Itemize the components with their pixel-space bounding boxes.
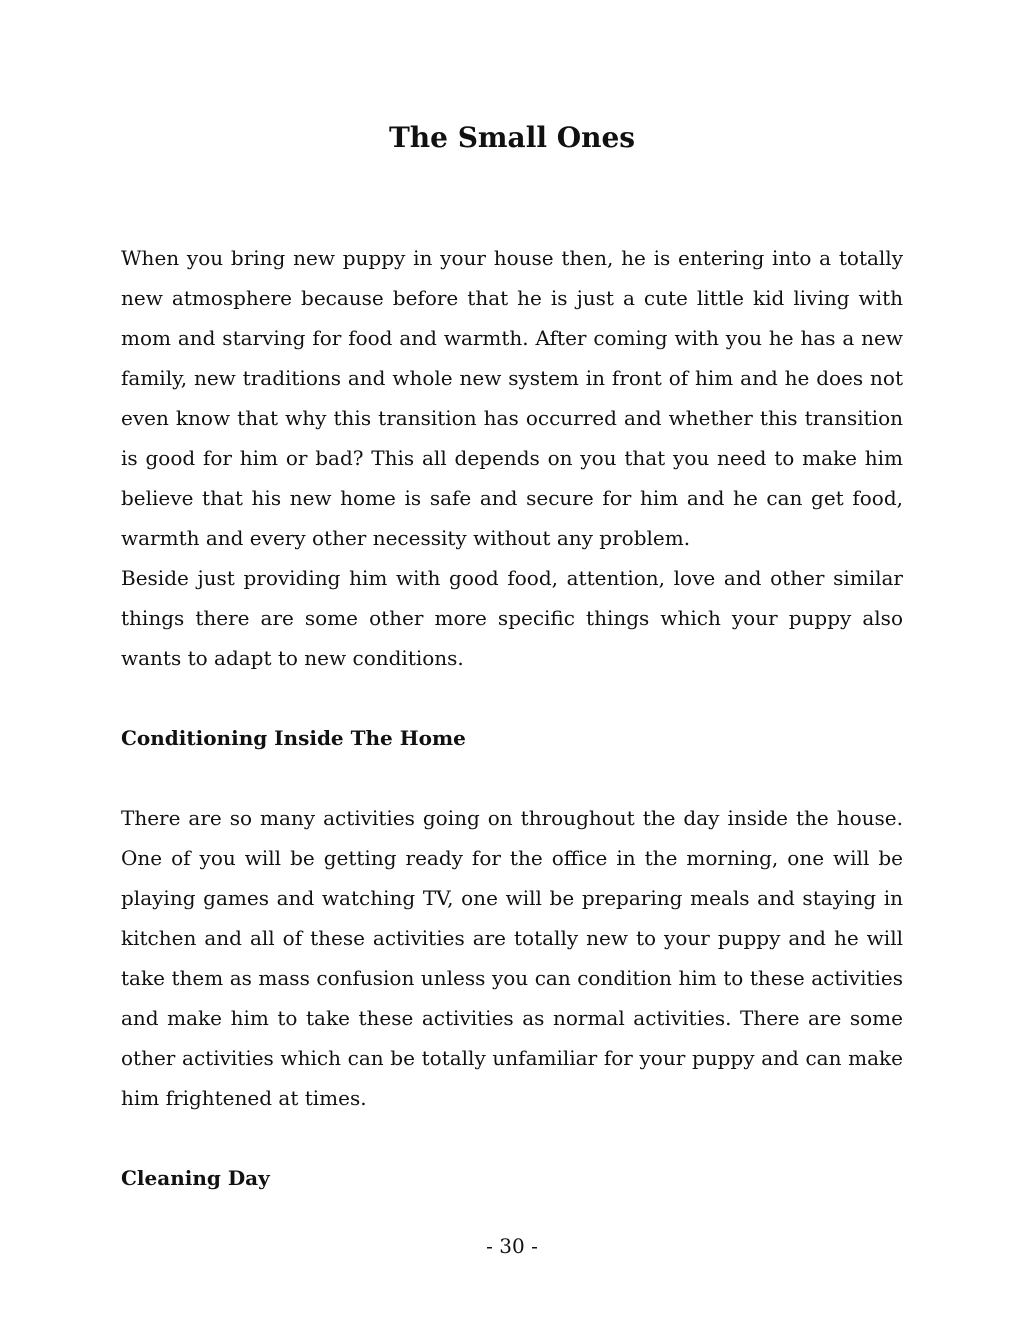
intro-paragraph-1: When you bring new puppy in your house then, he is entering into a totally new atmosphere because before that he is just a cute little kid living with mom and starving for food and warmth. After coming with you he has a new family, new traditions and whole new system in front of him and he does not even know that why this transition has occurred and whether this transition is good for him or bad? This all depends on you that you need to make him believe that his new home is safe and secure for him and he can get food, warmth and every other necessity without any problem. xyxy=(121,246,903,550)
document-body xyxy=(121,238,903,1198)
spacer xyxy=(121,758,903,798)
section-heading-conditioning: Conditioning Inside The Home xyxy=(121,726,466,750)
spacer xyxy=(121,678,903,718)
section-heading-cleaning-day: Cleaning Day xyxy=(121,1166,270,1190)
conditioning-paragraph: There are so many activities going on throughout the day inside the house. One of you will be getting ready for the office in the morning, one will be playing games and watching TV, one will be preparing meals and staying in kitchen and all of these activities are totally new to your puppy and he will take them as mass confusion unless you can condition him to these activities and make him to take these activities as normal activities. There are some other activities which can be totally unfamiliar for your puppy and can make him frightened at times. xyxy=(121,806,903,1110)
page-number: - 30 - xyxy=(486,1234,538,1258)
page-title: The Small Ones xyxy=(388,121,636,154)
spacer xyxy=(121,1118,903,1158)
intro-paragraph-2: Beside just providing him with good food, attention, love and other similar things there are some other more specific things which your puppy also wants to adapt to new conditions. xyxy=(121,566,903,670)
